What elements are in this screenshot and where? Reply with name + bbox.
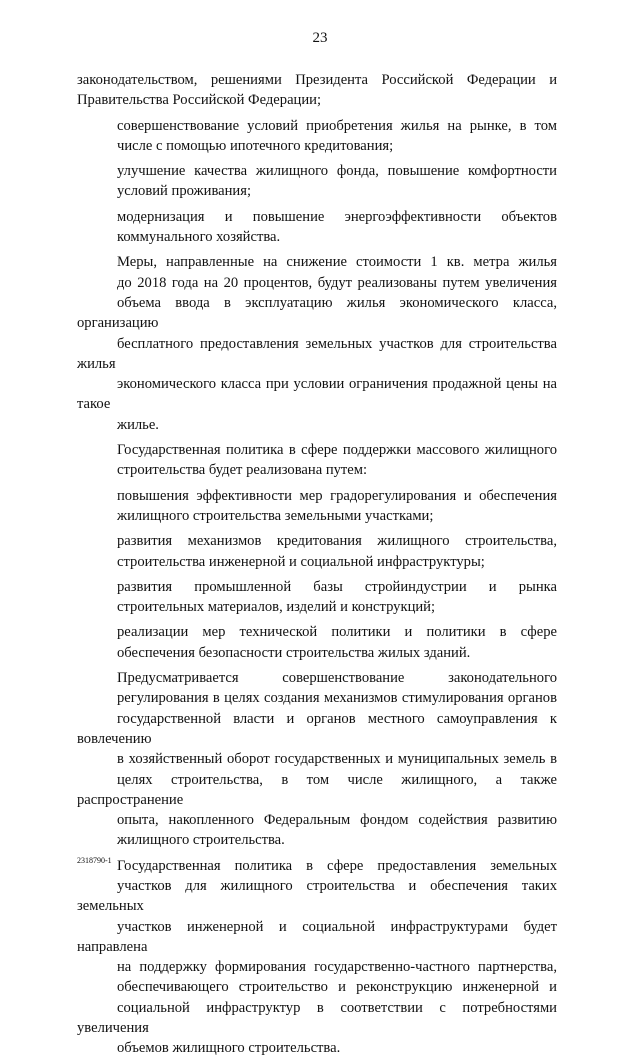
text-line: законодательством, решениями Президента Российской Федерации и	[77, 72, 557, 88]
text-line: Предусматривается совершенствование законодательного	[117, 670, 557, 687]
text-line: числе с помощью ипотечного кредитования;	[117, 137, 394, 154]
text-line: коммунального хозяйства.	[117, 229, 281, 246]
document-code: 2318790-1	[77, 856, 112, 865]
text-line: в хозяйственный оборот государственных и муниципальных земель в	[117, 751, 557, 768]
text-line: развития механизмов кредитования жилищного строительства,	[117, 533, 557, 550]
paragraph	[77, 486, 557, 527]
paragraph	[77, 668, 557, 851]
text-line: участков для жилищного строительства и обеспечения таких земельных	[77, 877, 557, 915]
text-line: опыта, накопленного Федеральным фондом содействия развитию	[117, 812, 557, 829]
text-line: обеспечения безопасности строительства жилых зданий.	[117, 644, 471, 661]
text-line: условий проживания;	[117, 183, 252, 200]
text-line: жилищного строительства.	[117, 832, 285, 849]
paragraph	[77, 531, 557, 572]
text-line: участков инженерной и социальной инфраструктурами будет направлена	[77, 918, 557, 955]
paragraph	[77, 116, 557, 157]
text-line: Государственная политика в сфере предоставления земельных	[117, 857, 557, 874]
paragraph	[77, 70, 557, 111]
paragraph	[77, 207, 557, 248]
document-body	[77, 70, 557, 1059]
text-line: государственной власти и органов местного самоуправления к вовлечению	[77, 710, 557, 747]
page-number: 23	[312, 30, 328, 46]
text-line: экономического класса при условии ограничения продажной цены на такое	[77, 376, 557, 413]
text-line: жилищного строительства земельными участками;	[117, 507, 434, 524]
text-line: обеспечивающего строительство и реконструкцию инженерной и	[117, 979, 557, 996]
text-line: социальной инфраструктур в соответствии с потребностями увеличения	[77, 999, 557, 1037]
paragraph	[77, 622, 557, 663]
text-line: реализации мер технической политики и политики в сфере	[117, 624, 557, 641]
text-line: Меры, направленные на снижение стоимости 1 кв. метра жилья	[117, 254, 557, 271]
text-line: бесплатного предоставления земельных участков для строительства жилья	[77, 335, 557, 372]
paragraph	[77, 577, 557, 618]
paragraph	[77, 440, 557, 481]
paragraph	[77, 252, 557, 435]
text-line: объемов жилищного строительства.	[117, 1040, 341, 1057]
text-line: улучшение качества жилищного фонда, повышение комфортности	[117, 163, 557, 180]
text-line: целях строительства, в том числе жилищного, а также распространение	[77, 771, 557, 808]
text-line: Правительства Российской Федерации;	[77, 92, 322, 109]
text-line: строительных материалов, изделий и конструкций;	[117, 599, 436, 616]
text-line: на поддержку формирования государственно-частного партнерства,	[117, 959, 557, 976]
text-line: модернизация и повышение энергоэффективности объектов	[117, 208, 557, 225]
text-line: строительства будет реализована путем:	[117, 462, 368, 479]
text-line: повышения эффективности мер градорегулирования и обеспечения	[117, 487, 557, 504]
text-line: совершенствование условий приобретения жилья на рынке, в том	[117, 117, 557, 134]
text-line: регулирования в целях создания механизмов стимулирования органов	[117, 690, 557, 707]
paragraph	[77, 161, 557, 202]
text-line: Государственная политика в сфере поддержки массового жилищного	[117, 442, 557, 459]
text-line: жилье.	[117, 416, 159, 433]
text-line: строительства инженерной и социальной инфраструктуры;	[117, 553, 485, 570]
paragraph	[77, 856, 557, 1059]
text-line: развития промышленной базы стройиндустрии и рынка	[117, 578, 557, 595]
text-line: объема ввода в эксплуатацию жилья экономического класса, организацию	[77, 294, 557, 332]
text-line: до 2018 года на 20 процентов, будут реализованы путем увеличения	[117, 274, 557, 291]
